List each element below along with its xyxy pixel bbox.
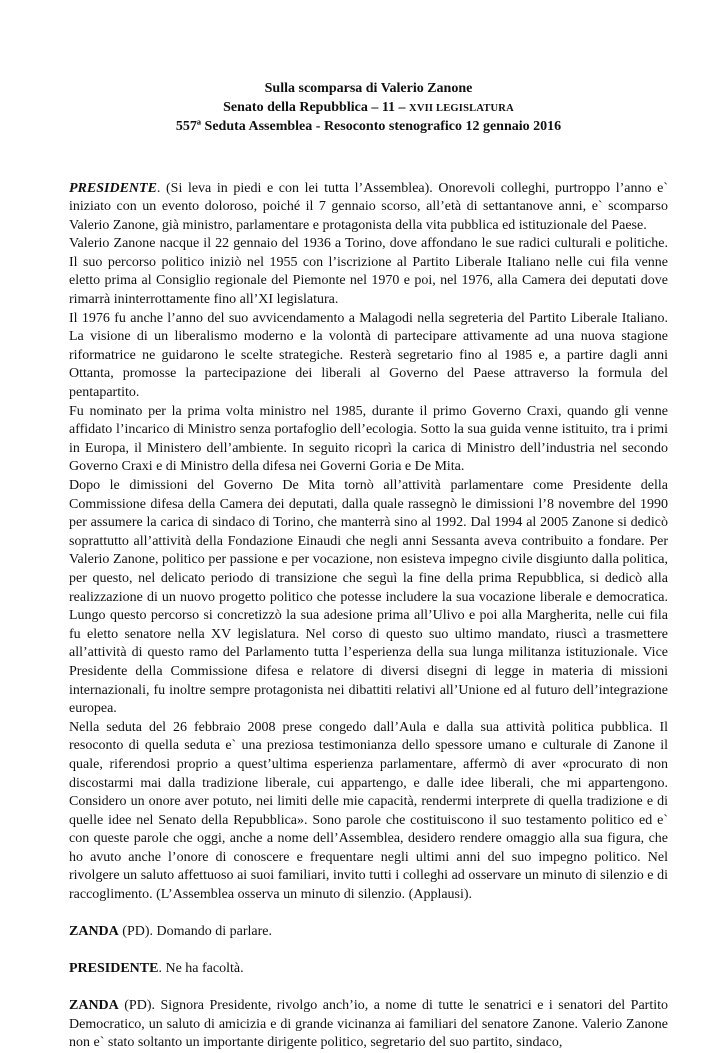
document-body [69,180,668,1053]
header-senate-line [69,99,668,119]
paragraph-zanda-speech [69,997,668,1053]
header-senate-main: Senato della Repubblica – 11 – [223,99,410,115]
paragraph-text: . Ne ha facoltà. [158,961,244,977]
paragraph-text: (PD). Domando di parlare. [118,924,272,940]
paragraph-text: (PD). Signora Presidente, rivolgo anch’io, a nome di tutte le senatrici e i senatori del Partito Democratico, un saluto di amicizia e di grande vicinanza ai familiari del senatore Zanone. Valerio Zanone non e` stato soltanto un importante dirigente politico, segretario del suo partito, sindaco, [69,998,668,1051]
header-title: Sulla scomparsa di Valerio Zanone [264,81,473,96]
paragraph-president-opening [69,180,668,236]
speaker-name: ZANDA [69,924,119,940]
speaker-name: PRESIDENTE [69,961,159,977]
paragraph-president-reply [69,960,668,979]
speaker-name: ZANDA [69,998,119,1014]
paragraph-farewell: Nella seduta del 26 febbraio 2008 prese congedo dall’Aula e dalla sua attività politica pubblica. Il resoconto di quella seduta e` una preziosa testimonianza dello spessore umano e culturale di Zanone il quale, riferendosi proprio a quest’ultima esperienza parlamentare, affermò di aver «procurato di non discostarmi mai dalla tradizione liberale, cui appartengo, e dalle idee liberali, che mi appartengono. Considero un onore aver potuto, nei limiti delle mie capacità, rendermi interprete di quella tradizione e di quelle idee nel Senato della Repubblica». Sono parole che costituiscono il suo testamento politico ed e` con queste parole che oggi, anche a nome dell’Assemblea, desidero rendere omaggio alla sua figura, che ho avuto anche l’onore di conoscere e frequentare negli ultimi anni del suo impegno politico. Nel rivolgere un saluto affettuoso ai suoi familiari, invito tutti i colleghi ad osservare un minuto di silenzio e di raccoglimento. (L’Assemblea osserva un minuto di silenzio. (Applausi). [69,719,668,903]
paragraph-zanda-request [69,923,668,942]
paragraph-minister: Fu nominato per la prima volta ministro nel 1985, durante il primo Governo Craxi, quando gli venne affidato l’incarico di Ministro senza portafoglio dell’ecologia. Sotto la sua guida venne istituito, tra i primi in Europa, il Ministero dell’ambiente. In seguito ricoprì la carica di Ministro dell’industria nel secondo Governo Craxi e di Ministro della difesa nei Governi Goria e De Mita. [69,403,668,475]
paragraph-text: . (Si leva in piedi e con lei tutta l’Assemblea). Onorevoli colleghi, purtroppo l’anno e` iniziato con un evento doloroso, poiché il 7 gennaio scorso, all’età di settantanove anni, e` scomparso Valerio Zanone, già ministro, parlamentare e protagonista della vita pubblica ed istituzionale del Paese. [69,180,668,233]
paragraph-later-career: Dopo le dimissioni del Governo De Mita tornò all’attività parlamentare come Presidente della Commissione difesa della Camera dei deputati, dalla quale rassegnò le dimissioni l’8 novembre del 1990 per assumere la carica di sindaco di Torino, che manterrà sino al 1992. Dal 1994 al 2005 Zanone si dedicò soprattutto all’attività della Fondazione Einaudi che negli anni Sessanta aveva contribuito a fondare. Per Valerio Zanone, politico per passione e per vocazione, non esisteva impegno civile disgiunto dalla politica, per questo, nel delicato periodo di transizione che seguì la fine della prima Repubblica, si dedicò alla realizzazione di un nuovo progetto politico che potesse includere la sua vocazione liberale e democratica. Lungo questo percorso si concretizzò la sua adesione prima all’Ulivo e poi alla Margherita, nelle cui fila fu eletto senatore nella XV legislatura. Nel corso di questo suo ultimo mandato, riuscì a trasmettere all’attività di questo ramo del Parlamento tutta l’esperienza della sua lunga militanza istituzionale. Vice Presidente della Commissione difesa e relatore di diversi disegni di legge in materia di missioni internazionali, fu inoltre sempre protagonista nei dibattiti relativi all’Unione ed al futuro dell’integrazione europea. [69,478,668,717]
document-header [69,80,668,137]
paragraph-party-secretary: Il 1976 fu anche l’anno del suo avvicendamento a Malagodi nella segreteria del Partito Liberale Italiano. La visione di un liberalismo moderno e la volontà di partecipare attivamente ad una nuova stagione riformatrice ne guidarono le scelte strategiche. Resterà segretario fino al 1985 e, a partire dagli anni Ottanta, promosse la partecipazione dei liberali al Governo del Paese attraverso la formula del pentapartito. [69,310,668,401]
paragraph-biography-early: Valerio Zanone nacque il 22 gennaio del 1936 a Torino, dove affondano le sue radici culturali e politiche. Il suo percorso politico iniziò nel 1955 con l’iscrizione al Partito Liberale Italiano nelle cui fila venne eletto prima al Consiglio regionale del Piemonte nel 1970 e poi, nel 1976, alla Camera dei deputati dove rimarrà ininterrottamente fino all’XI legislatura. [69,236,668,308]
header-legislature: XVII LEGISLATURA [409,102,514,114]
header-session-line: 557ª Seduta Assemblea - Resoconto stenografico 12 gennaio 2016 [175,119,562,134]
speaker-name: PRESIDENTE [69,180,157,196]
